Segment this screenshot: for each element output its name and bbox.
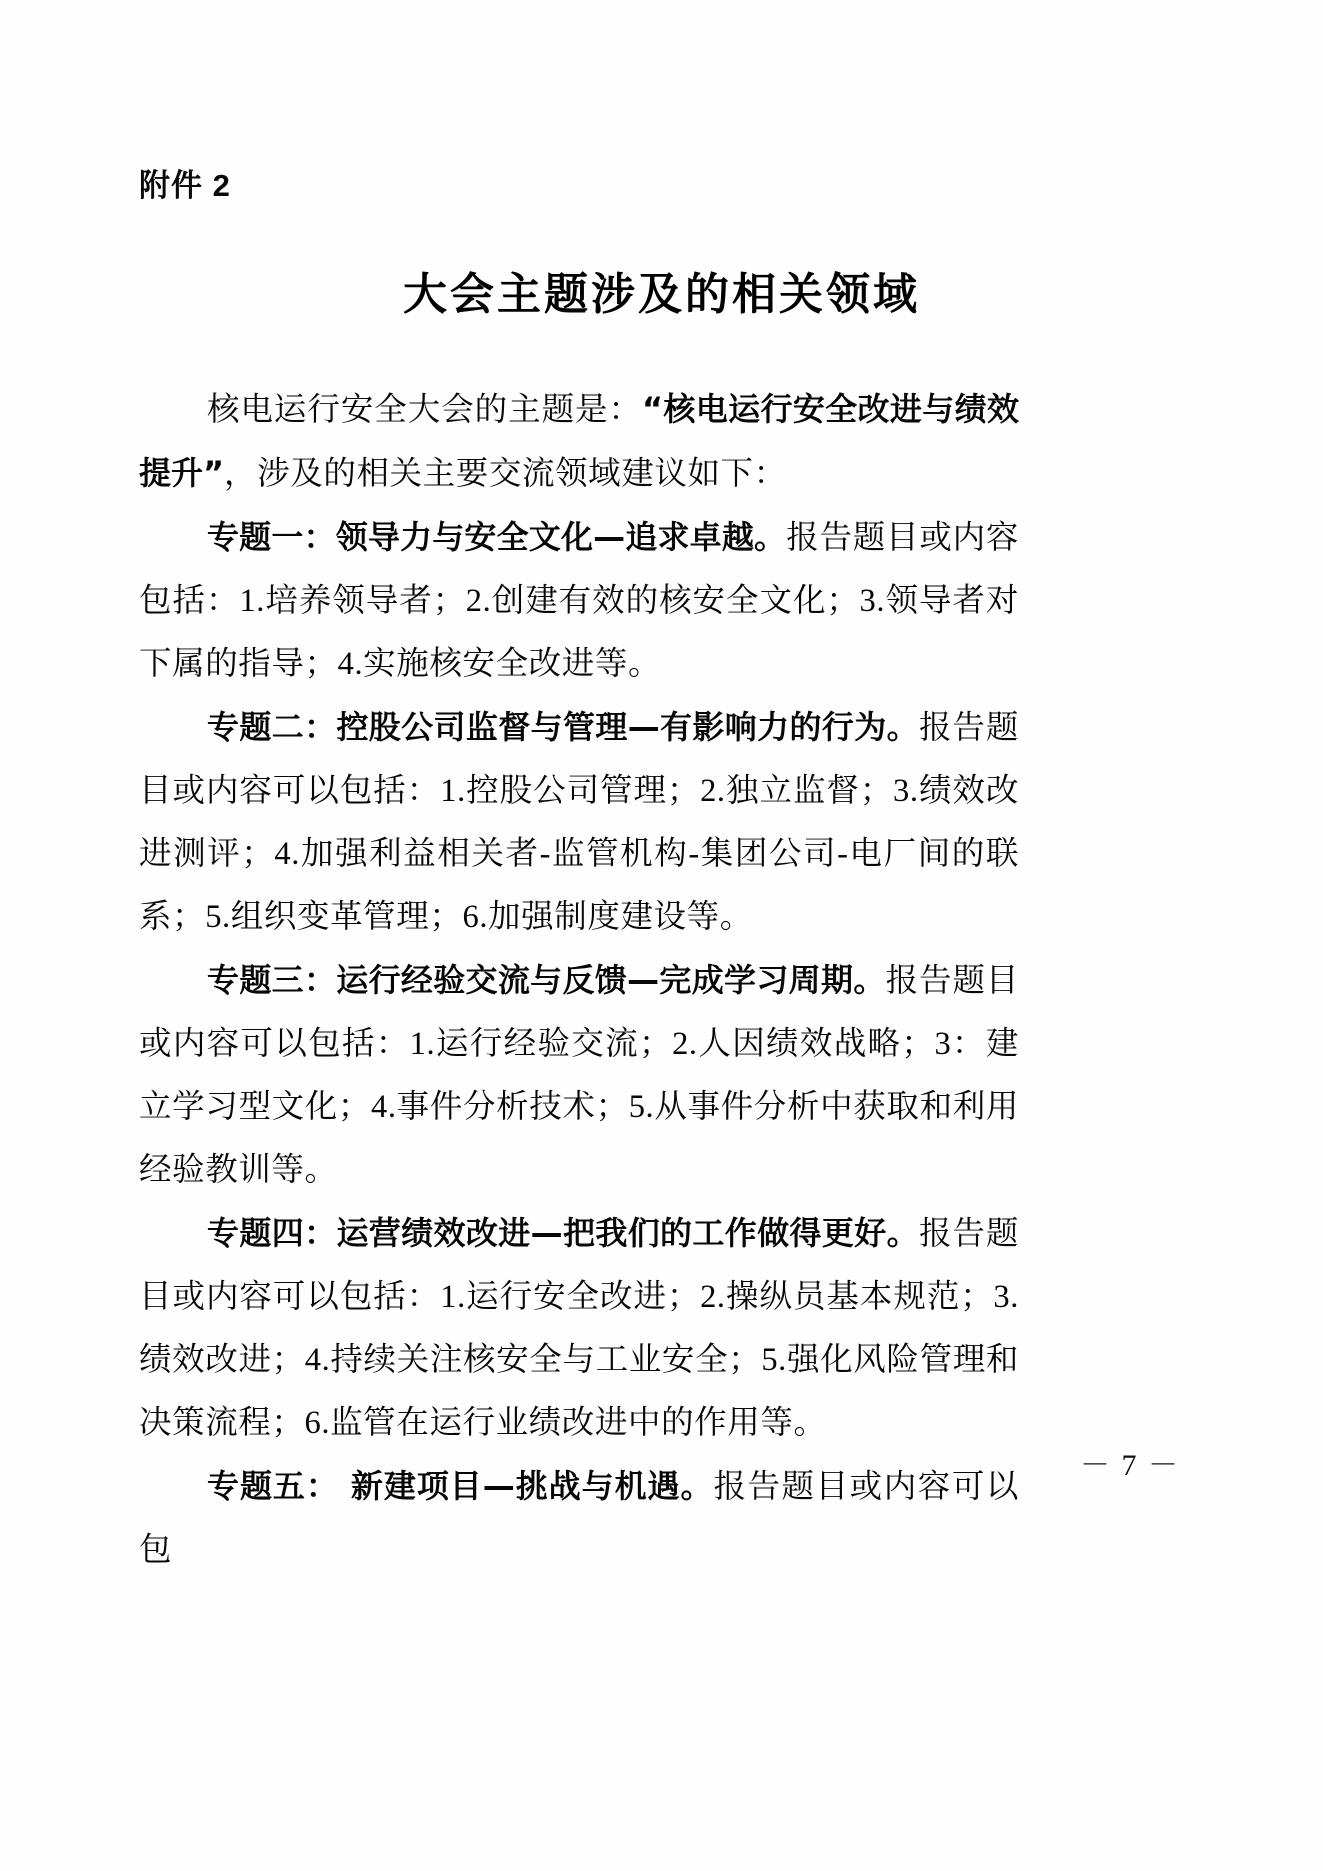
intro-theme-quoted: “核电运行安全改进与绩效提升” [139,390,1019,492]
topic2-heading: 专题二：控股公司监督与管理—有影响力的行为。 [207,708,919,746]
topic5-heading: 专题五： 新建项目—挑战与机遇。 [207,1467,714,1505]
page-number: － 7 － [1080,1449,1180,1482]
document-body [139,378,1019,1582]
paragraph-topic1 [139,506,1019,696]
topic5-body: 报告题目或内容可以包 [139,1469,1019,1568]
topic1-body: 报告题目或内容包括：1.培养领导者；2.创建有效的核安全文化；3.领导者对下属的指导；4.实施核安全改进等。 [139,520,1019,682]
topic1-heading: 专题一：领导力与安全文化—追求卓越。 [207,518,787,556]
topic4-heading: 专题四：运营绩效改进—把我们的工作做得更好。 [207,1214,919,1252]
intro-lead: 核电运行安全大会的主题是： [207,392,642,428]
topic3-heading: 专题三：运行经验交流与反馈—完成学习周期。 [207,961,886,999]
paragraph-intro [139,378,1019,506]
attachment-label: 附件 2 [139,168,231,203]
paragraph-topic5 [139,1455,1019,1582]
topic4-body: 报告题目或内容可以包括：1.运行安全改进；2.操纵员基本规范；3.绩效改进；4.持续关注核安全与工业安全；5.强化风险管理和决策流程；6.监管在运行业绩改进中的作用等。 [139,1216,1019,1441]
page-title: 大会主题涉及的相关领域 [403,269,920,320]
paragraph-topic2 [139,696,1019,949]
paragraph-topic4 [139,1202,1019,1455]
intro-tail: ，涉及的相关主要交流领域建议如下： [224,456,787,492]
topic3-body: 报告题目或内容可以包括：1.运行经验交流；2.人因绩效战略；3：建立学习型文化；4.事件分析技术；5.从事件分析中获取和利用经验教训等。 [139,963,1019,1188]
topic2-body: 报告题目或内容可以包括：1.控股公司管理；2.独立监督；3.绩效改进测评；4.加强利益相关者-监管机构-集团公司-电厂间的联系；5.组织变革管理；6.加强制度建设等。 [139,710,1019,935]
paragraph-topic3 [139,949,1019,1202]
